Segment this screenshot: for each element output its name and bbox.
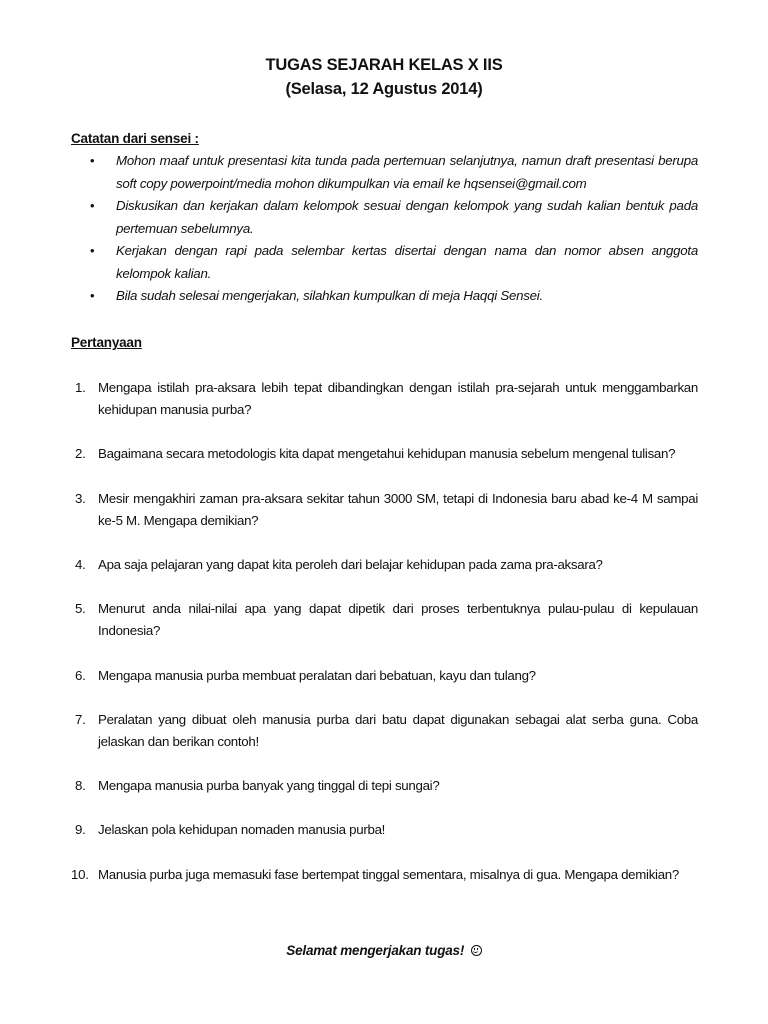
question-text: Mengapa manusia purba membuat peralatan dari bebatuan, kayu dan tulang? [98, 667, 536, 683]
question-text: Mengapa istilah pra-aksara lebih tepat dibandingkan dengan istilah pra-sejarah untuk menggambarkan kehidupan manusia purba? [98, 380, 698, 418]
notes-list [71, 150, 698, 308]
question-item [71, 488, 698, 532]
note-item [71, 285, 698, 308]
question-item [71, 554, 698, 576]
question-text: Mengapa manusia purba banyak yang tinggal di tepi sungai? [98, 778, 440, 794]
question-text: Mesir mengakhiri zaman pra-aksara sekitar tahun 3000 SM, tetapi di Indonesia baru abad ke-4 M sampai ke-5 M. Mengapa demikian? [98, 490, 698, 528]
note-item [71, 240, 698, 285]
question-text: Jelaskan pola kehidupan nomaden manusia purba! [98, 822, 386, 838]
question-number: 6. [75, 667, 86, 683]
question-item [71, 377, 698, 421]
question-item [71, 819, 698, 841]
question-text: Menurut anda nilai-nilai apa yang dapat dipetik dari proses terbentuknya pulau-pulau di kepulauan Indonesia? [98, 601, 698, 639]
question-text: Manusia purba juga memasuki fase bertempat tinggal sementara, misalnya di gua. Mengapa demikian? [98, 866, 679, 882]
question-item [71, 665, 698, 687]
question-item [71, 864, 698, 886]
question-text: Bagaimana secara metodologis kita dapat mengetahui kehidupan manusia sebelum mengenal tulisan? [98, 446, 676, 462]
question-number: 9. [75, 822, 86, 838]
question-number: 1. [75, 380, 86, 395]
bullet-icon: • [90, 288, 95, 303]
bullet-icon: • [90, 243, 95, 258]
note-text: Kerjakan dengan rapi pada selembar kertas disertai dengan nama dan nomor absen anggota kelompok kalian. [116, 243, 698, 281]
questions-heading: Pertanyaan [71, 335, 142, 350]
note-text: Diskusikan dan kerjakan dalam kelompok sesuai dengan kelompok yang sudah kalian bentuk pada pertemuan sebelumnya. [116, 198, 698, 236]
smiley-face-icon [471, 945, 482, 956]
question-item [71, 775, 698, 797]
bullet-icon: • [90, 153, 95, 168]
question-item [71, 709, 698, 753]
notes-heading: Catatan dari sensei : [71, 131, 199, 146]
question-item [71, 598, 698, 642]
note-item [71, 150, 698, 195]
question-number: 2. [75, 446, 86, 462]
note-text: Mohon maaf untuk presentasi kita tunda pada pertemuan selanjutnya, namun draft presentasi berupa soft copy powerpoint/media mohon dikumpulkan via email ke hqsensei@gmail.com [116, 153, 698, 191]
question-text: Peralatan yang dibuat oleh manusia purba dari batu dapat digunakan sebagai alat serba guna. Coba jelaskan dan berikan contoh! [98, 711, 698, 750]
question-text: Apa saja pelajaran yang dapat kita peroleh dari belajar kehidupan pada zama pra-aksara? [98, 557, 603, 573]
note-text: Bila sudah selesai mengerjakan, silahkan kumpulkan di meja Haqqi Sensei. [116, 288, 543, 303]
question-item [71, 443, 698, 465]
note-item [71, 195, 698, 240]
bullet-icon: • [90, 198, 95, 213]
questions-list [71, 377, 698, 886]
document-date: (Selasa, 12 Agustus 2014) [285, 80, 483, 98]
question-number: 10. [71, 866, 89, 882]
question-number: 4. [75, 557, 86, 573]
question-number: 8. [75, 778, 86, 794]
question-number: 3. [75, 490, 86, 506]
question-number: 7. [75, 711, 86, 727]
closing-message [0, 943, 768, 958]
closing-text: Selamat mengerjakan tugas! [286, 943, 465, 958]
question-number: 5. [75, 601, 86, 617]
document-title: TUGAS SEJARAH KELAS X IIS [265, 56, 503, 74]
